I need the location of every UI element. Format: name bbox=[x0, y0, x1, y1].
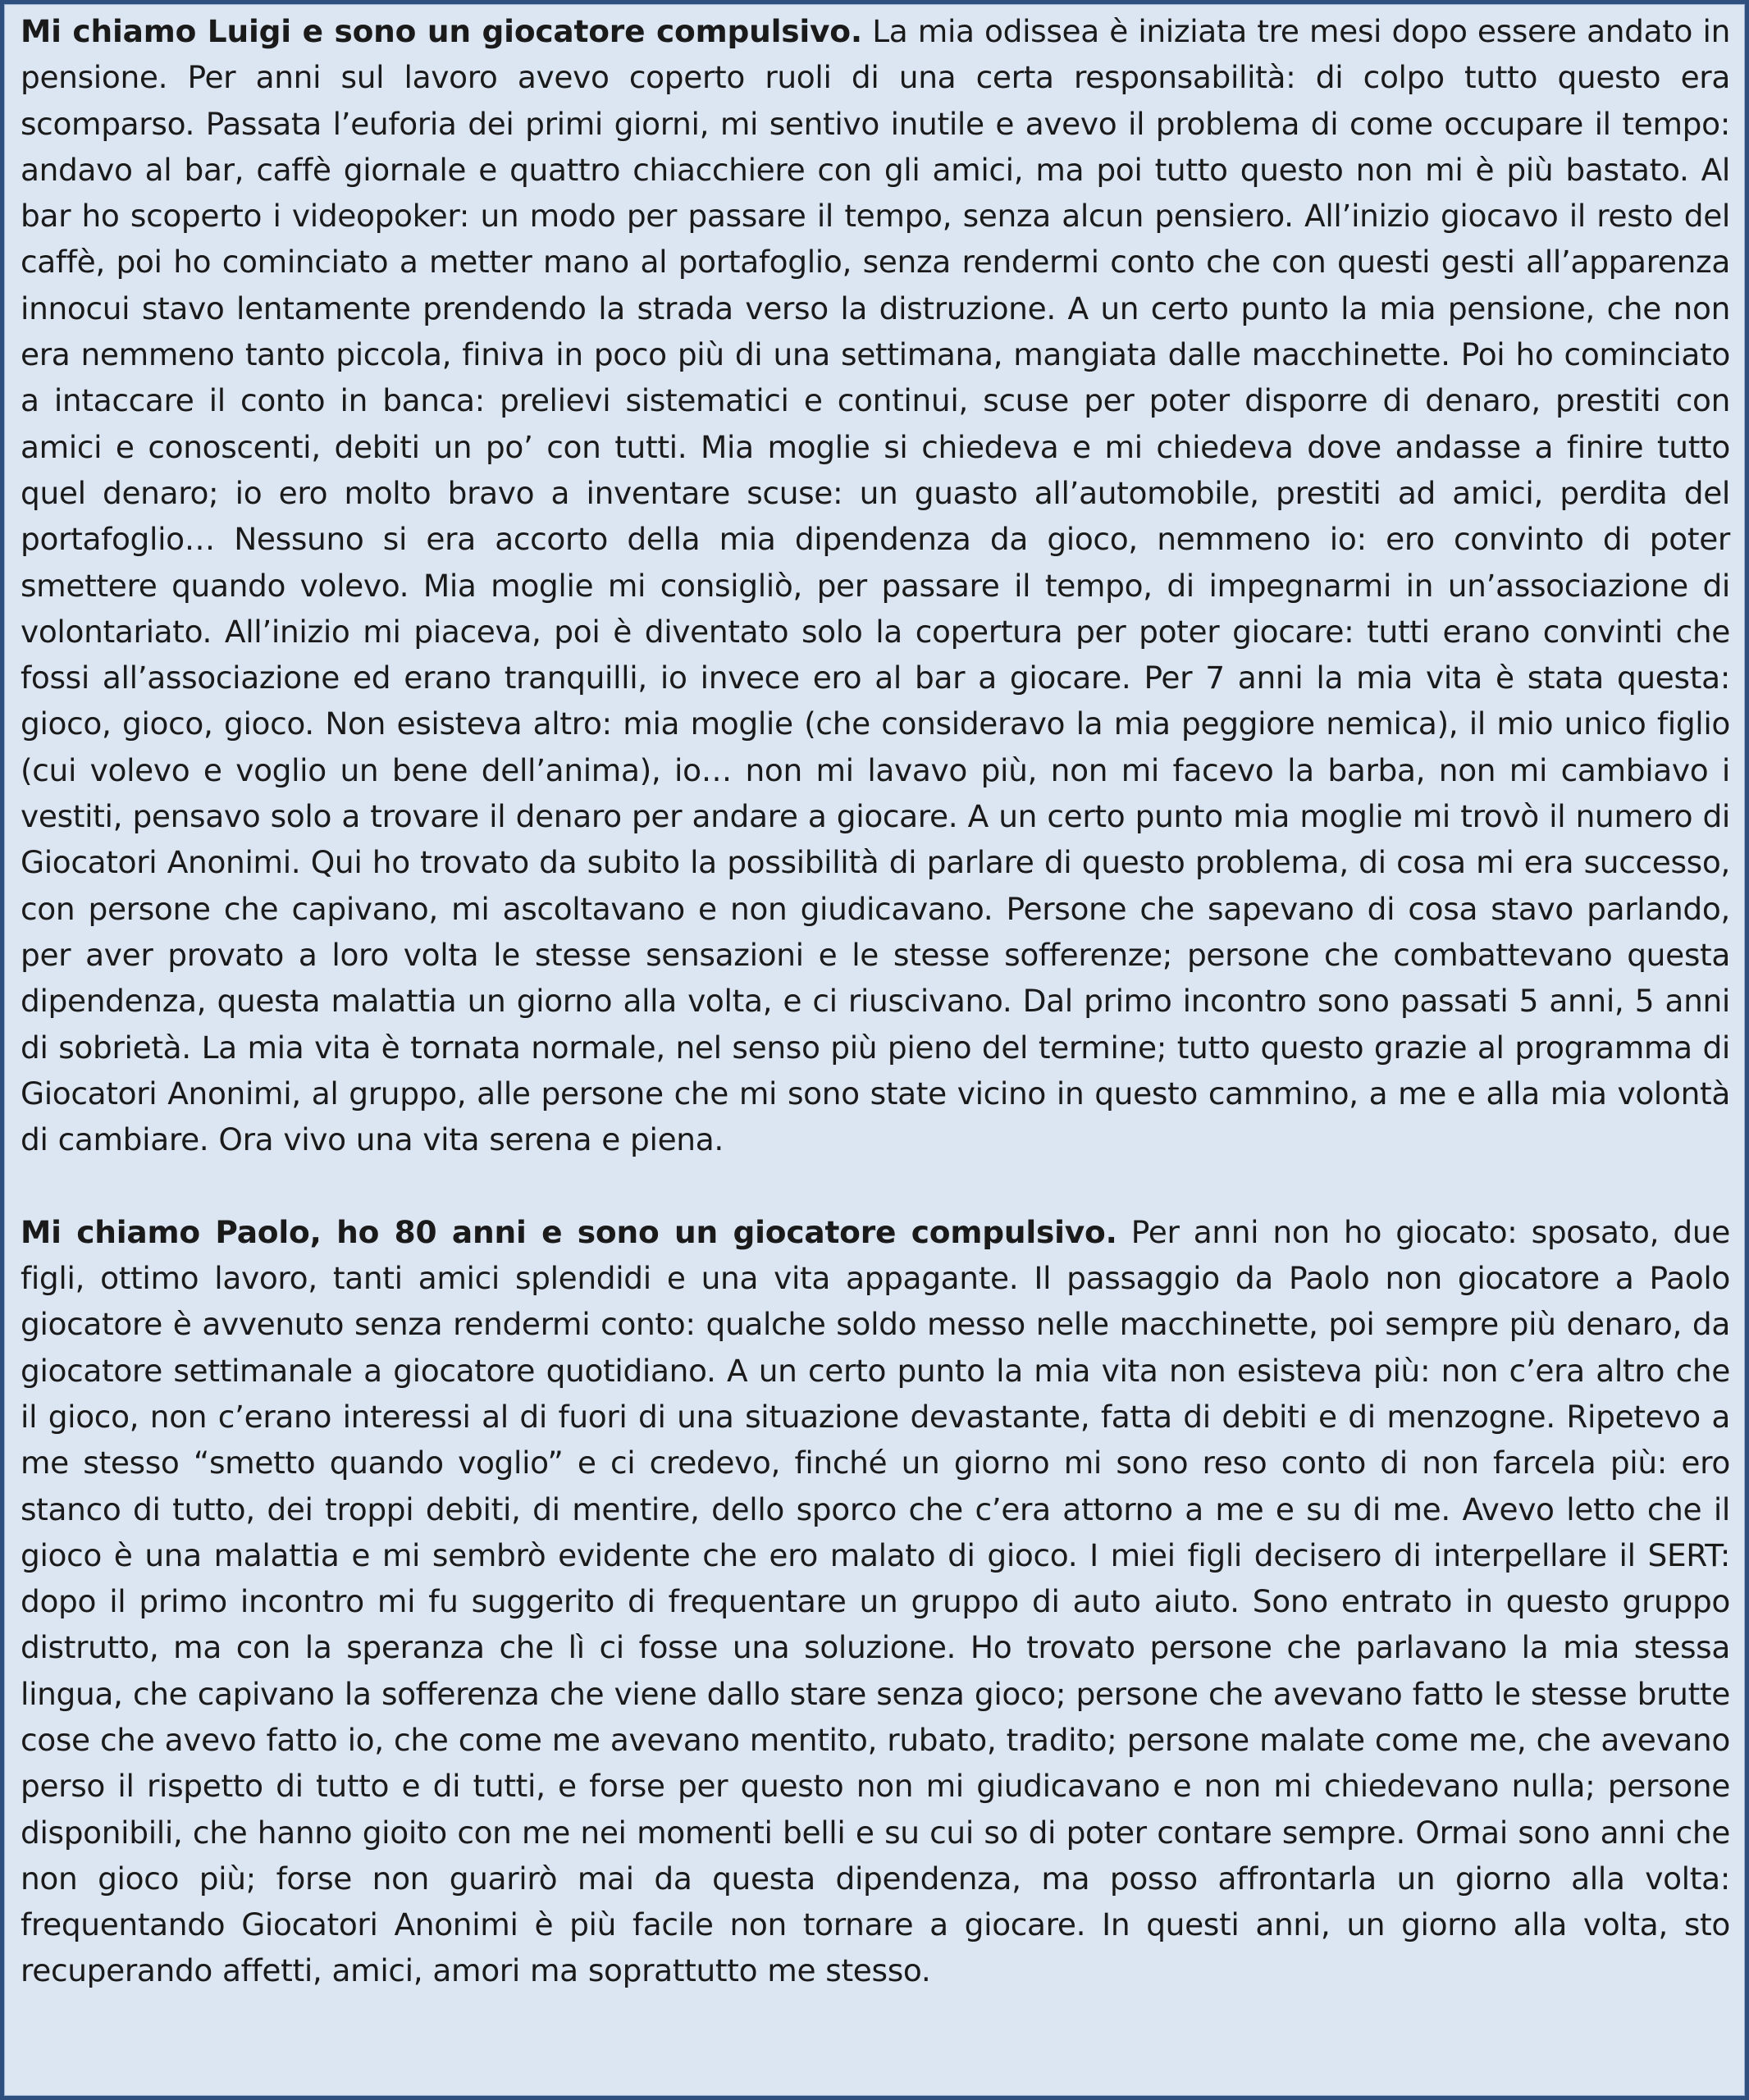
testimony-luigi-lead: Mi chiamo Luigi e sono un giocatore compulsivo. bbox=[21, 13, 862, 49]
testimony-luigi-body: La mia odissea è iniziata tre mesi dopo essere andato in pensione. Per anni sul lavoro avevo coperto ruoli di una certa responsabilità: di colpo tutto questo era scomparso. Passata l’euforia dei primi giorni, mi sentivo inutile e avevo il problema di come occupare il tempo: andavo al bar, caffè giornale e quattro chiacchiere con gli amici, ma poi tutto questo non mi è più bastato. Al bar ho scoperto i videopoker: un modo per passare il tempo, senza alcun pensiero. All’inizio giocavo il resto del caffè, poi ho cominciato a metter mano al portafoglio, senza rendermi conto che con questi gesti all’apparenza innocui stavo lentamente prendendo la strada verso la distruzione. A un certo punto la mia pensione, che non era nemmeno tanto piccola, finiva in poco più di una settimana, mangiata dalle macchinette. Poi ho cominciato a intaccare il conto in banca: prelievi sistematici e continui, scuse per poter disporre di denaro, prestiti con amici e conoscenti, debiti un po’ con tutti. Mia moglie si chiedeva e mi chiedeva dove andasse a finire tutto quel denaro; io ero molto bravo a inventare scuse: un guasto all’automobile, prestiti ad amici, perdita del portafoglio… Nessuno si era accorto della mia dipendenza da gioco, nemmeno io: ero convinto di poter smettere quando volevo. Mia moglie mi consigliò, per passare il tempo, di impegnarmi in un’associazione di volontariato. All’inizio mi piaceva, poi è diventato solo la copertura per poter giocare: tutti erano convinti che fossi all’associazione ed erano tranquilli, io invece ero al bar a giocare. Per 7 anni la mia vita è stata questa: gioco, gioco, gioco. Non esisteva altro: mia moglie (che consideravo la mia peggiore nemica), il mio unico figlio (cui volevo e voglio un bene dell’anima), io… non mi lavavo più, non mi facevo la barba, non mi cambiavo i vestiti, pensavo solo a trovare il denaro per andare a giocare. A un certo punto mia moglie mi trovò il numero di Giocatori Anonimi. Qui ho trovato da subito la possibilità di parlare di questo problema, di cosa mi era successo, con persone che capivano, mi ascoltavano e non giudicavano. Persone che sapevano di cosa stavo parlando, per aver provato a loro volta le stesse sensazioni e le stesse sofferenze; persone che combattevano questa dipendenza, questa malattia un giorno alla volta, e ci riuscivano. Dal primo incontro sono passati 5 anni, 5 anni di sobrietà. La mia vita è tornata normale, nel senso più pieno del termine; tutto questo grazie al programma di Giocatori Anonimi, al gruppo, alle persone che mi sono state vicino in questo cammino, a me e alla mia volontà di cambiare. Ora vivo una vita serena e piena. bbox=[21, 13, 1730, 1158]
testimony-paolo bbox=[21, 1209, 1730, 1994]
testimony-luigi bbox=[21, 8, 1730, 1162]
testimony-paolo-lead: Mi chiamo Paolo, ho 80 anni e sono un giocatore compulsivo. bbox=[21, 1213, 1117, 1250]
paragraph-gap bbox=[21, 1162, 1730, 1208]
testimony-paolo-body: Per anni non ho giocato: sposato, due figli, ottimo lavoro, tanti amici splendidi e una vita appagante. Il passaggio da Paolo non giocatore a Paolo giocatore è avvenuto senza rendermi conto: qualche soldo messo nelle macchinette, poi sempre più denaro, da giocatore settimanale a giocatore quotidiano. A un certo punto la mia vita non esisteva più: non c’era altro che il gioco, non c’erano interessi al di fuori di una situazione devastante, fatta di debiti e di menzogne. Ripetevo a me stesso “smetto quando voglio” e ci credevo, finché un giorno mi sono reso conto di non farcela più: ero stanco di tutto, dei troppi debiti, di mentire, dello sporco che c’era attorno a me e su di me. Avevo letto che il gioco è una malattia e mi sembrò evidente che ero malato di gioco. I miei figli decisero di interpellare il SERT: dopo il primo incontro mi fu suggerito di frequentare un gruppo di auto aiuto. Sono entrato in questo gruppo distrutto, ma con la speranza che lì ci fosse una soluzione. Ho trovato persone che parlavano la mia stessa lingua, che capivano la sofferenza che viene dallo stare senza gioco; persone che avevano fatto le stesse brutte cose che avevo fatto io, che come me avevano mentito, rubato, tradito; persone malate come me, che avevano perso il rispetto di tutto e di tutti, e forse per questo non mi giudicavano e non mi chiedevano nulla; persone disponibili, che hanno gioito con me nei momenti belli e su cui so di poter contare sempre. Ormai sono anni che non gioco più; forse non guarirò mai da questa dipendenza, ma posso affrontarla un giorno alla volta: frequentando Giocatori Anonimi è più facile non tornare a giocare. In questi anni, un giorno alla volta, sto recuperando affetti, amici, amori ma soprattutto me stesso. bbox=[21, 1213, 1730, 1989]
